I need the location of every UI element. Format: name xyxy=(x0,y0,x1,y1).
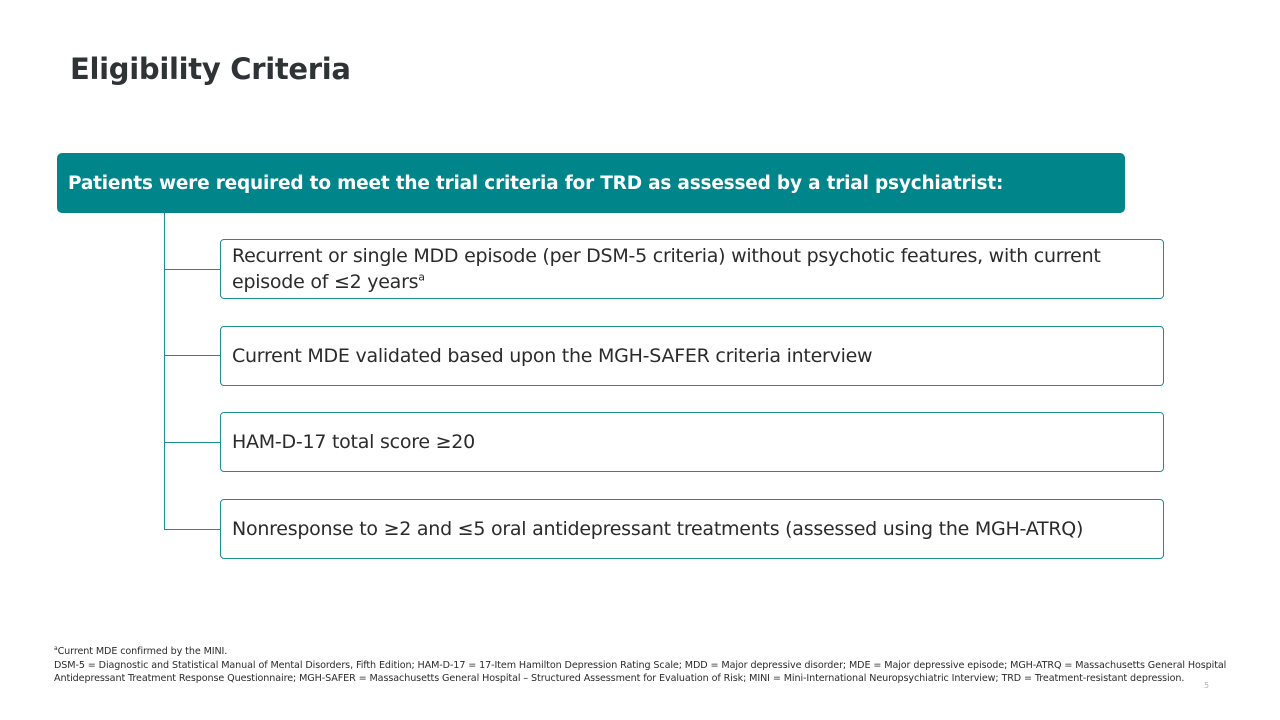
page-number: 5 xyxy=(1204,681,1210,690)
criterion-text-4: Nonresponse to ≥2 and ≤5 oral antidepressant treatments (assessed using the MGH-ATRQ) xyxy=(232,518,1084,540)
footnotes xyxy=(54,645,1229,686)
criterion-box-3 xyxy=(220,412,1164,472)
footnote-text: Current MDE confirmed by the MINI. xyxy=(57,646,228,657)
criterion-box-1 xyxy=(220,239,1164,299)
slide-title: Eligibility Criteria xyxy=(70,52,351,86)
tree-branch-2 xyxy=(164,355,221,356)
criteria-header-bar xyxy=(57,153,1125,213)
criterion-text-3: HAM-D-17 total score ≥20 xyxy=(232,431,475,453)
tree-branch-3 xyxy=(164,442,221,443)
tree-branch-1 xyxy=(164,269,221,270)
criteria-header-text: Patients were required to meet the trial criteria for TRD as assessed by a trial psychiatrist: xyxy=(68,172,1004,194)
criterion-text-1 xyxy=(232,243,1151,295)
tree-connector-line xyxy=(164,213,165,530)
tree-branch-4 xyxy=(164,529,221,530)
criterion-text-2: Current MDE validated based upon the MGH-SAFER criteria interview xyxy=(232,345,873,367)
criterion-text-1-body: Recurrent or single MDD episode (per DSM-5 criteria) without psychotic features, with current episode of ≤2 years xyxy=(232,245,1101,293)
abbreviations: DSM-5 = Diagnostic and Statistical Manual of Mental Disorders, Fifth Edition; HAM-D-17 = 17-Item Hamilton Depression Rating Scale; MDD = Major depressive disorder; MDE = Major depressive episode; MGH-ATRQ = Massachusetts General Hospital Antidepressant Treatment Response Questionnaire; MGH-SAFER = Massachusetts General Hospital – Structured Assessment for Evaluation of Risk; MINI = Mini-International Neuropsychiatric Interview; TRD = Treatment-resistant depression. xyxy=(54,659,1227,684)
criterion-1-footnote-marker: a xyxy=(418,270,425,284)
footnote-a xyxy=(54,645,1229,659)
footnote-marker: a xyxy=(54,644,58,652)
criterion-box-4 xyxy=(220,499,1164,559)
criterion-box-2 xyxy=(220,326,1164,386)
